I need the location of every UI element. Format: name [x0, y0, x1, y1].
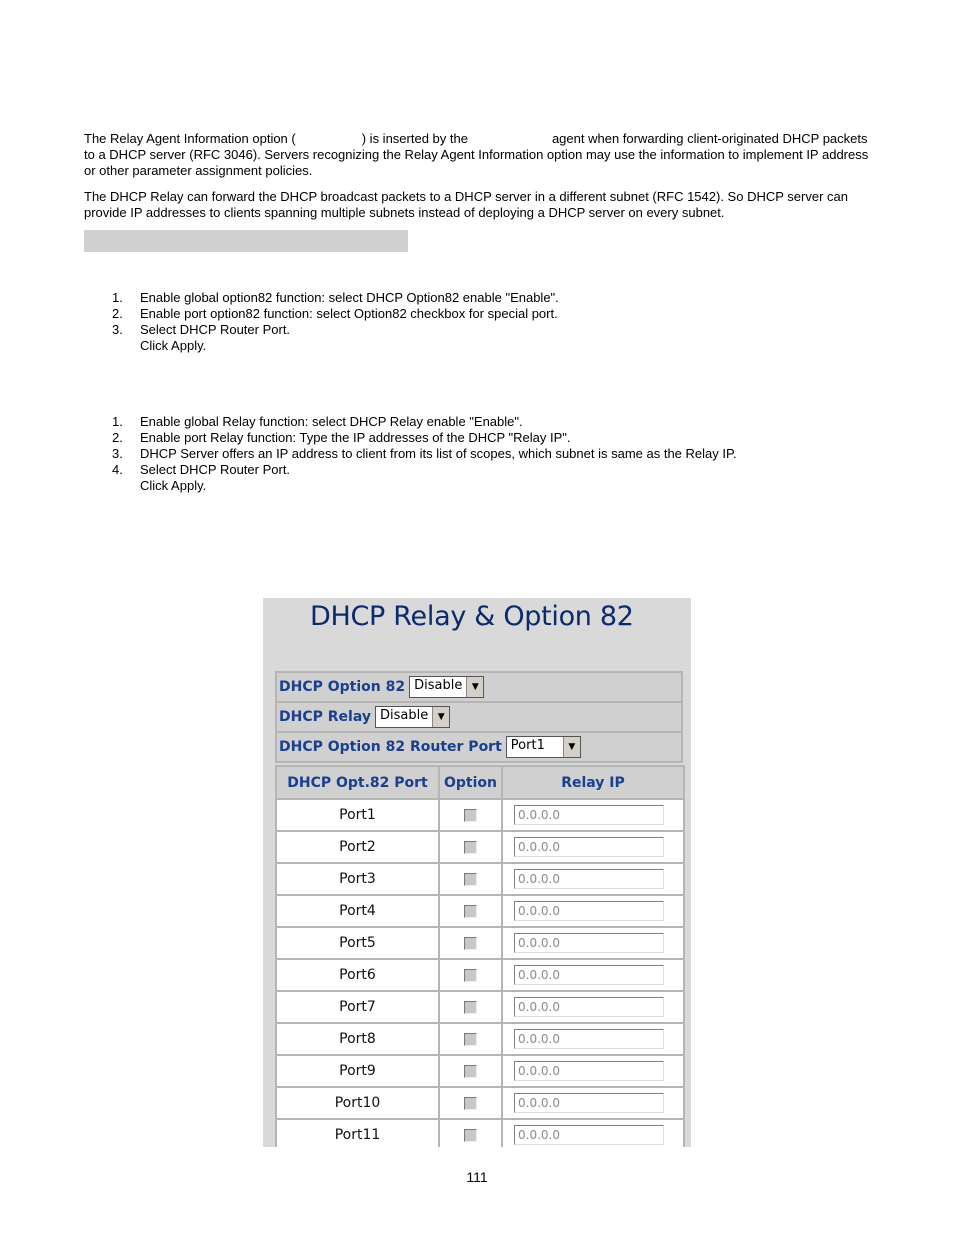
table-row	[276, 1119, 684, 1147]
relay-ip-input[interactable]	[514, 997, 664, 1017]
relay-ip-input[interactable]	[514, 1125, 664, 1145]
table-row	[276, 991, 684, 1023]
option-checkbox[interactable]	[464, 905, 477, 918]
relay-click-apply: Click Apply.	[140, 478, 207, 493]
table-row	[276, 863, 684, 895]
router-port-select[interactable]: Port1 ▼	[506, 736, 581, 758]
panel-title: DHCP Relay & Option 82	[310, 601, 634, 632]
table-row	[276, 895, 684, 927]
option-checkbox[interactable]	[464, 1097, 477, 1110]
intro-text-b: ) is inserted by the	[361, 131, 468, 146]
intro-paragraph-2: The DHCP Relay can forward the DHCP broadcast packets to a DHCP server in a different subnet (RFC 1542). So DHCP server can provide IP addresses to clients spanning multiple subnets instead of deploying a DHCP server on every subnet.	[84, 189, 848, 220]
port-name: Port2	[276, 831, 439, 863]
intro-text-a: The Relay Agent Information option (	[84, 131, 296, 146]
port-name: Port10	[276, 1087, 439, 1119]
option82-steps	[112, 290, 559, 354]
chevron-down-icon: ▼	[432, 707, 449, 727]
chevron-down-icon: ▼	[466, 677, 483, 697]
option-checkbox[interactable]	[464, 1065, 477, 1078]
option82-select[interactable]: Disable ▼	[409, 676, 484, 698]
table-row	[276, 831, 684, 863]
relay-steps	[112, 414, 737, 494]
port-name: Port6	[276, 959, 439, 991]
option82-click-apply: Click Apply.	[140, 338, 207, 353]
option-checkbox[interactable]	[464, 841, 477, 854]
list-item: 3. Select DHCP Router Port.	[112, 322, 291, 337]
port-table	[275, 765, 685, 1147]
intro-paragraph-1	[84, 131, 874, 179]
dhcp-relay-screenshot	[263, 598, 691, 1147]
port-name: Port5	[276, 927, 439, 959]
option82-label: DHCP Option 82	[279, 679, 406, 695]
section-heading-bar	[84, 230, 408, 252]
port-name: Port3	[276, 863, 439, 895]
list-item: 2. Enable port option82 function: select Option82 checkbox for special port.	[112, 306, 558, 321]
option-checkbox[interactable]	[464, 1001, 477, 1014]
option-checkbox[interactable]	[464, 809, 477, 822]
relay-ip-input[interactable]	[514, 1093, 664, 1113]
relay-ip-input[interactable]	[514, 933, 664, 953]
option-checkbox[interactable]	[464, 1129, 477, 1142]
port-name: Port1	[276, 799, 439, 831]
table-row	[276, 1087, 684, 1119]
option-checkbox[interactable]	[464, 969, 477, 982]
port-name: Port11	[276, 1119, 439, 1147]
port-name: Port4	[276, 895, 439, 927]
relay-ip-input[interactable]	[514, 901, 664, 921]
table-row	[276, 959, 684, 991]
list-item: 3. DHCP Server offers an IP address to client from its list of scopes, which subnet is same as the Relay IP.	[112, 446, 737, 461]
column-header-option: Option	[439, 766, 502, 799]
chevron-down-icon: ▼	[563, 737, 580, 757]
table-row	[276, 1055, 684, 1087]
router-port-label: DHCP Option 82 Router Port	[279, 739, 502, 755]
relay-select[interactable]: Disable ▼	[375, 706, 450, 728]
port-name: Port7	[276, 991, 439, 1023]
relay-ip-input[interactable]	[514, 805, 664, 825]
list-item: 2. Enable port Relay function: Type the IP addresses of the DHCP "Relay IP".	[112, 430, 571, 445]
option-checkbox[interactable]	[464, 937, 477, 950]
relay-ip-input[interactable]	[514, 869, 664, 889]
port-name: Port8	[276, 1023, 439, 1055]
table-row	[276, 799, 684, 831]
table-row	[276, 927, 684, 959]
page-number: 111	[466, 1169, 488, 1185]
config-table	[275, 671, 683, 763]
relay-ip-input[interactable]	[514, 1029, 664, 1049]
column-header-port: DHCP Opt.82 Port	[276, 766, 439, 799]
intro-text-c: agent when forwarding client-originated DHCP packets to a DHCP server (RFC 3046). Servers recognizing the Relay Agent Information option may use the information to implement IP address or other parameter assignment policies.	[84, 131, 869, 178]
relay-label: DHCP Relay	[279, 709, 371, 725]
list-item: 1. Enable global option82 function: select DHCP Option82 enable "Enable".	[112, 290, 559, 305]
relay-ip-input[interactable]	[514, 837, 664, 857]
table-row	[276, 1023, 684, 1055]
option-checkbox[interactable]	[464, 873, 477, 886]
list-item: 1. Enable global Relay function: select DHCP Relay enable "Enable".	[112, 414, 523, 429]
port-name: Port9	[276, 1055, 439, 1087]
relay-ip-input[interactable]	[514, 965, 664, 985]
column-header-relay-ip: Relay IP	[502, 766, 684, 799]
list-item: 4. Select DHCP Router Port.	[112, 462, 291, 477]
relay-ip-input[interactable]	[514, 1061, 664, 1081]
option-checkbox[interactable]	[464, 1033, 477, 1046]
